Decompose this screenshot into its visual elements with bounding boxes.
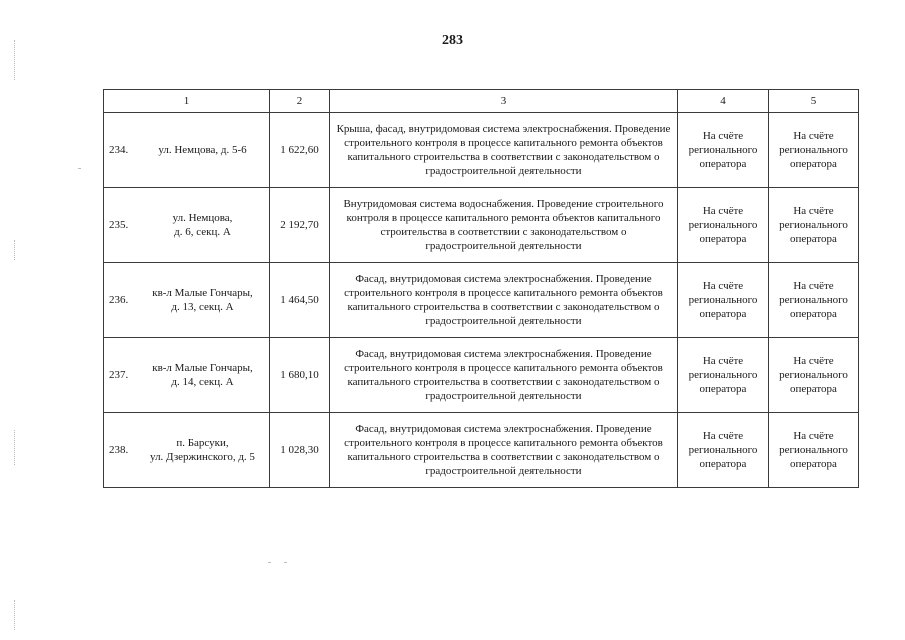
column-header-4: 4	[678, 90, 769, 113]
funding-cell-col4	[678, 113, 769, 188]
funding-text: На счёте регионального оператора	[779, 430, 848, 470]
row-number: 237.	[109, 369, 129, 381]
table-row	[104, 113, 859, 188]
funding-cell-col5	[769, 338, 859, 413]
funding-text: На счёте регионального оператора	[688, 130, 758, 170]
area-cell: 1 622,60	[270, 113, 330, 188]
register-table	[103, 89, 859, 488]
funding-text: На счёте регионального оператора	[779, 280, 848, 320]
funding-text: На счёте регионального оператора	[779, 205, 848, 245]
works-cell: Фасад, внутридомовая система электроснабжения. Проведение строительного контроля в процессе капитального ремонта объектов капитального строительства в соответствии с законодательством о градостроительной деятельности	[330, 413, 678, 488]
address-cell	[104, 113, 270, 188]
column-header-3: 3	[330, 90, 678, 113]
address-cell	[104, 338, 270, 413]
address-cell	[104, 188, 270, 263]
works-cell: Крыша, фасад, внутридомовая система электроснабжения. Проведение строительного контроля в процессе капитального ремонта объектов капитального строительства в соответствии с законодательством о градостроительной деятельности	[330, 113, 678, 188]
scan-artifact	[268, 562, 271, 563]
area-cell: 1 028,30	[270, 413, 330, 488]
funding-cell-col5	[769, 413, 859, 488]
scan-artifact	[284, 562, 287, 563]
funding-cell-col4	[678, 188, 769, 263]
table-row	[104, 413, 859, 488]
address-text: кв-л Малые Гончары, д. 14, секц. А	[152, 362, 253, 388]
area-cell: 2 192,70	[270, 188, 330, 263]
funding-text: На счёте регионального оператора	[688, 355, 758, 395]
table-row	[104, 263, 859, 338]
column-header-1: 1	[104, 90, 270, 113]
funding-cell-col4	[678, 338, 769, 413]
scan-margin-mark	[14, 430, 16, 465]
funding-cell-col5	[769, 188, 859, 263]
funding-cell-col4	[678, 413, 769, 488]
address-text: ул. Немцова, д. 6, секц. А	[172, 212, 233, 238]
funding-text: На счёте регионального оператора	[779, 130, 848, 170]
column-header-2: 2	[270, 90, 330, 113]
funding-text: На счёте регионального оператора	[779, 355, 848, 395]
works-cell: Внутридомовая система водоснабжения. Проведение строительного контроля в процессе капитального ремонта объектов капитального строительства в соответствии с законодательством о градостроительной деятельности	[330, 188, 678, 263]
row-number: 235.	[109, 219, 129, 231]
funding-text: На счёте регионального оператора	[688, 430, 758, 470]
address-text: п. Барсуки, ул. Дзержинского, д. 5	[150, 437, 255, 463]
table-body	[104, 90, 859, 488]
table-row	[104, 188, 859, 263]
address-cell	[104, 413, 270, 488]
column-header-5: 5	[769, 90, 859, 113]
funding-cell-col5	[769, 263, 859, 338]
scan-margin-mark	[14, 600, 16, 630]
funding-cell-col4	[678, 263, 769, 338]
works-cell: Фасад, внутридомовая система электроснабжения. Проведение строительного контроля в процессе капитального ремонта объектов капитального строительства в соответствии с законодательством о градостроительной деятельности	[330, 338, 678, 413]
address-text: ул. Немцова, д. 5-6	[158, 144, 247, 156]
funding-cell-col5	[769, 113, 859, 188]
table-row	[104, 338, 859, 413]
address-text: кв-л Малые Гончары, д. 13, секц. А	[152, 287, 253, 313]
row-number: 234.	[109, 144, 129, 156]
scan-artifact	[78, 168, 81, 169]
row-number: 238.	[109, 444, 129, 456]
row-number: 236.	[109, 294, 129, 306]
works-cell: Фасад, внутридомовая система электроснабжения. Проведение строительного контроля в процессе капитального ремонта объектов капитального строительства в соответствии с законодательством о градостроительной деятельности	[330, 263, 678, 338]
scan-margin-mark	[14, 240, 16, 260]
table-header-row	[104, 90, 859, 113]
funding-text: На счёте регионального оператора	[688, 280, 758, 320]
page-number: 283	[442, 33, 463, 48]
area-cell: 1 464,50	[270, 263, 330, 338]
funding-text: На счёте регионального оператора	[688, 205, 758, 245]
address-cell	[104, 263, 270, 338]
area-cell: 1 680,10	[270, 338, 330, 413]
